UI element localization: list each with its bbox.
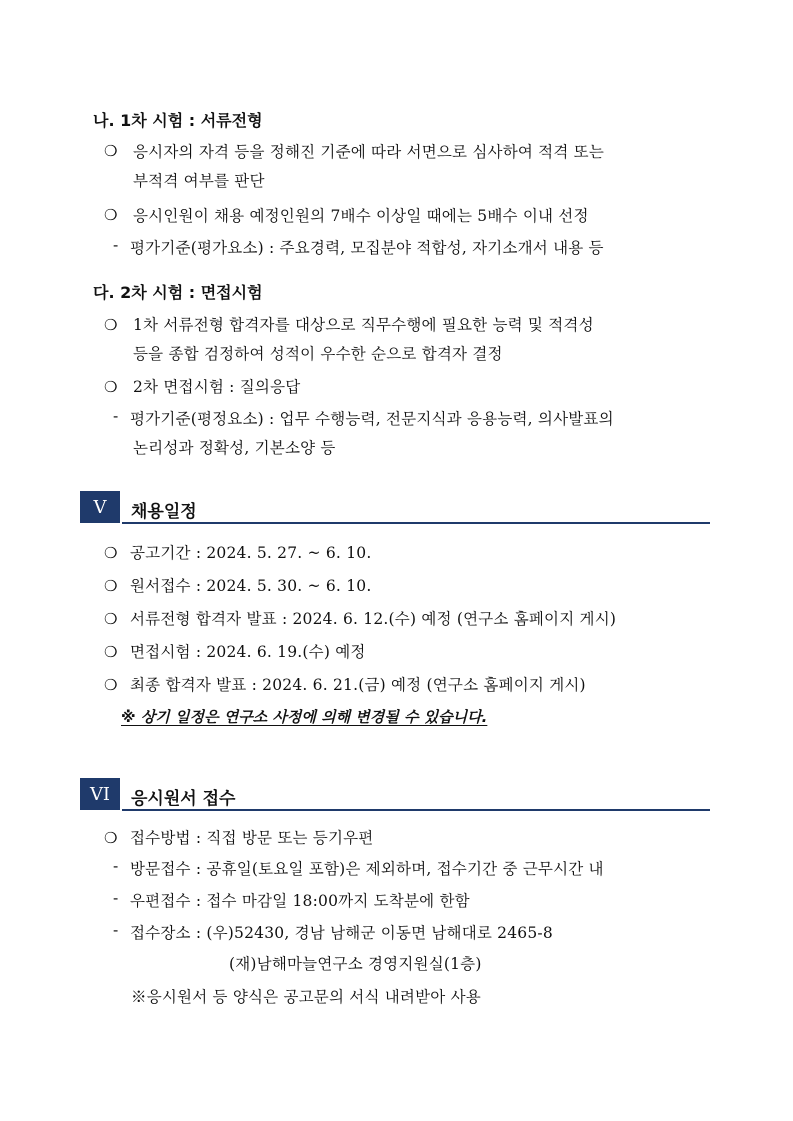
exam1-item1-line1: 응시자의 자격 등을 정해진 기준에 따라 서면으로 심사하여 적격 또는 [133, 143, 604, 161]
section-title-application: 응시원서 접수 [131, 789, 236, 809]
circle-bullet-icon: ❍ [104, 577, 118, 595]
circle-bullet-icon: ❍ [104, 142, 118, 160]
exam1-item2: 응시인원이 채용 예정인원의 7배수 이상일 때에는 5배수 이내 선정 [133, 207, 589, 225]
schedule-item-3: 서류전형 합격자 발표 : 2024. 6. 12.(수) 예정 (연구소 홈페이지 게시) [130, 610, 617, 628]
exam2-criteria-line2: 논리성과 정확성, 기본소양 등 [133, 439, 336, 457]
heading-second-exam: 다. 2차 시험 : 면접시험 [93, 283, 263, 302]
schedule-item-1: 공고기간 : 2024. 5. 27. ~ 6. 10. [130, 544, 372, 562]
dash-bullet: - [113, 236, 119, 254]
dash-bullet: - [113, 921, 119, 939]
section-number-badge: VI [80, 778, 120, 810]
exam2-item1-line2: 등을 종합 검정하여 성적이 우수한 순으로 합격자 결정 [133, 345, 503, 363]
application-location: 접수장소 : (우)52430, 경남 남해군 이동면 남해대로 2465-8 [130, 924, 553, 942]
application-form-note: ※응시원서 등 양식은 공고문의 서식 내려받아 사용 [131, 988, 481, 1006]
application-visit: 방문접수 : 공휴일(토요일 포함)은 제외하며, 접수기간 중 근무시간 내 [130, 860, 604, 878]
circle-bullet-icon: ❍ [104, 829, 118, 847]
exam2-item2: 2차 면접시험 : 질의응답 [133, 378, 301, 396]
exam1-criteria: 평가기준(평가요소) : 주요경력, 모집분야 적합성, 자기소개서 내용 등 [130, 239, 604, 257]
circle-bullet-icon: ❍ [104, 676, 118, 694]
circle-bullet-icon: ❍ [104, 610, 118, 628]
circle-bullet-icon: ❍ [104, 206, 118, 224]
schedule-item-4: 면접시험 : 2024. 6. 19.(수) 예정 [130, 643, 366, 661]
section-underline [122, 522, 710, 524]
exam2-item1-line1: 1차 서류전형 합격자를 대상으로 직무수행에 필요한 능력 및 적격성 [133, 316, 594, 334]
heading-first-exam: 나. 1차 시험 : 서류전형 [93, 111, 263, 130]
section-underline [122, 809, 710, 811]
schedule-item-5: 최종 합격자 발표 : 2024. 6. 21.(금) 예정 (연구소 홈페이지 게시) [130, 676, 586, 694]
schedule-change-notice: ※ 상기 일정은 연구소 사정에 의해 변경될 수 있습니다. [121, 708, 488, 726]
exam1-item1-line2: 부적격 여부를 판단 [133, 172, 265, 190]
dash-bullet: - [113, 407, 119, 425]
application-mail: 우편접수 : 접수 마감일 18:00까지 도착분에 한함 [130, 892, 470, 910]
circle-bullet-icon: ❍ [104, 316, 118, 334]
dash-bullet: - [113, 857, 119, 875]
schedule-item-2: 원서접수 : 2024. 5. 30. ~ 6. 10. [130, 577, 372, 595]
circle-bullet-icon: ❍ [104, 378, 118, 396]
dash-bullet: - [113, 889, 119, 907]
application-location-line2: (재)남해마늘연구소 경영지원실(1층) [229, 955, 482, 973]
section-number-badge: V [80, 491, 120, 523]
section-title-schedule: 채용일정 [131, 502, 197, 522]
circle-bullet-icon: ❍ [104, 643, 118, 661]
circle-bullet-icon: ❍ [104, 544, 118, 562]
exam2-criteria-line1: 평가기준(평정요소) : 업무 수행능력, 전문지식과 응용능력, 의사발표의 [130, 410, 614, 428]
application-method: 접수방법 : 직접 방문 또는 등기우편 [130, 829, 374, 847]
